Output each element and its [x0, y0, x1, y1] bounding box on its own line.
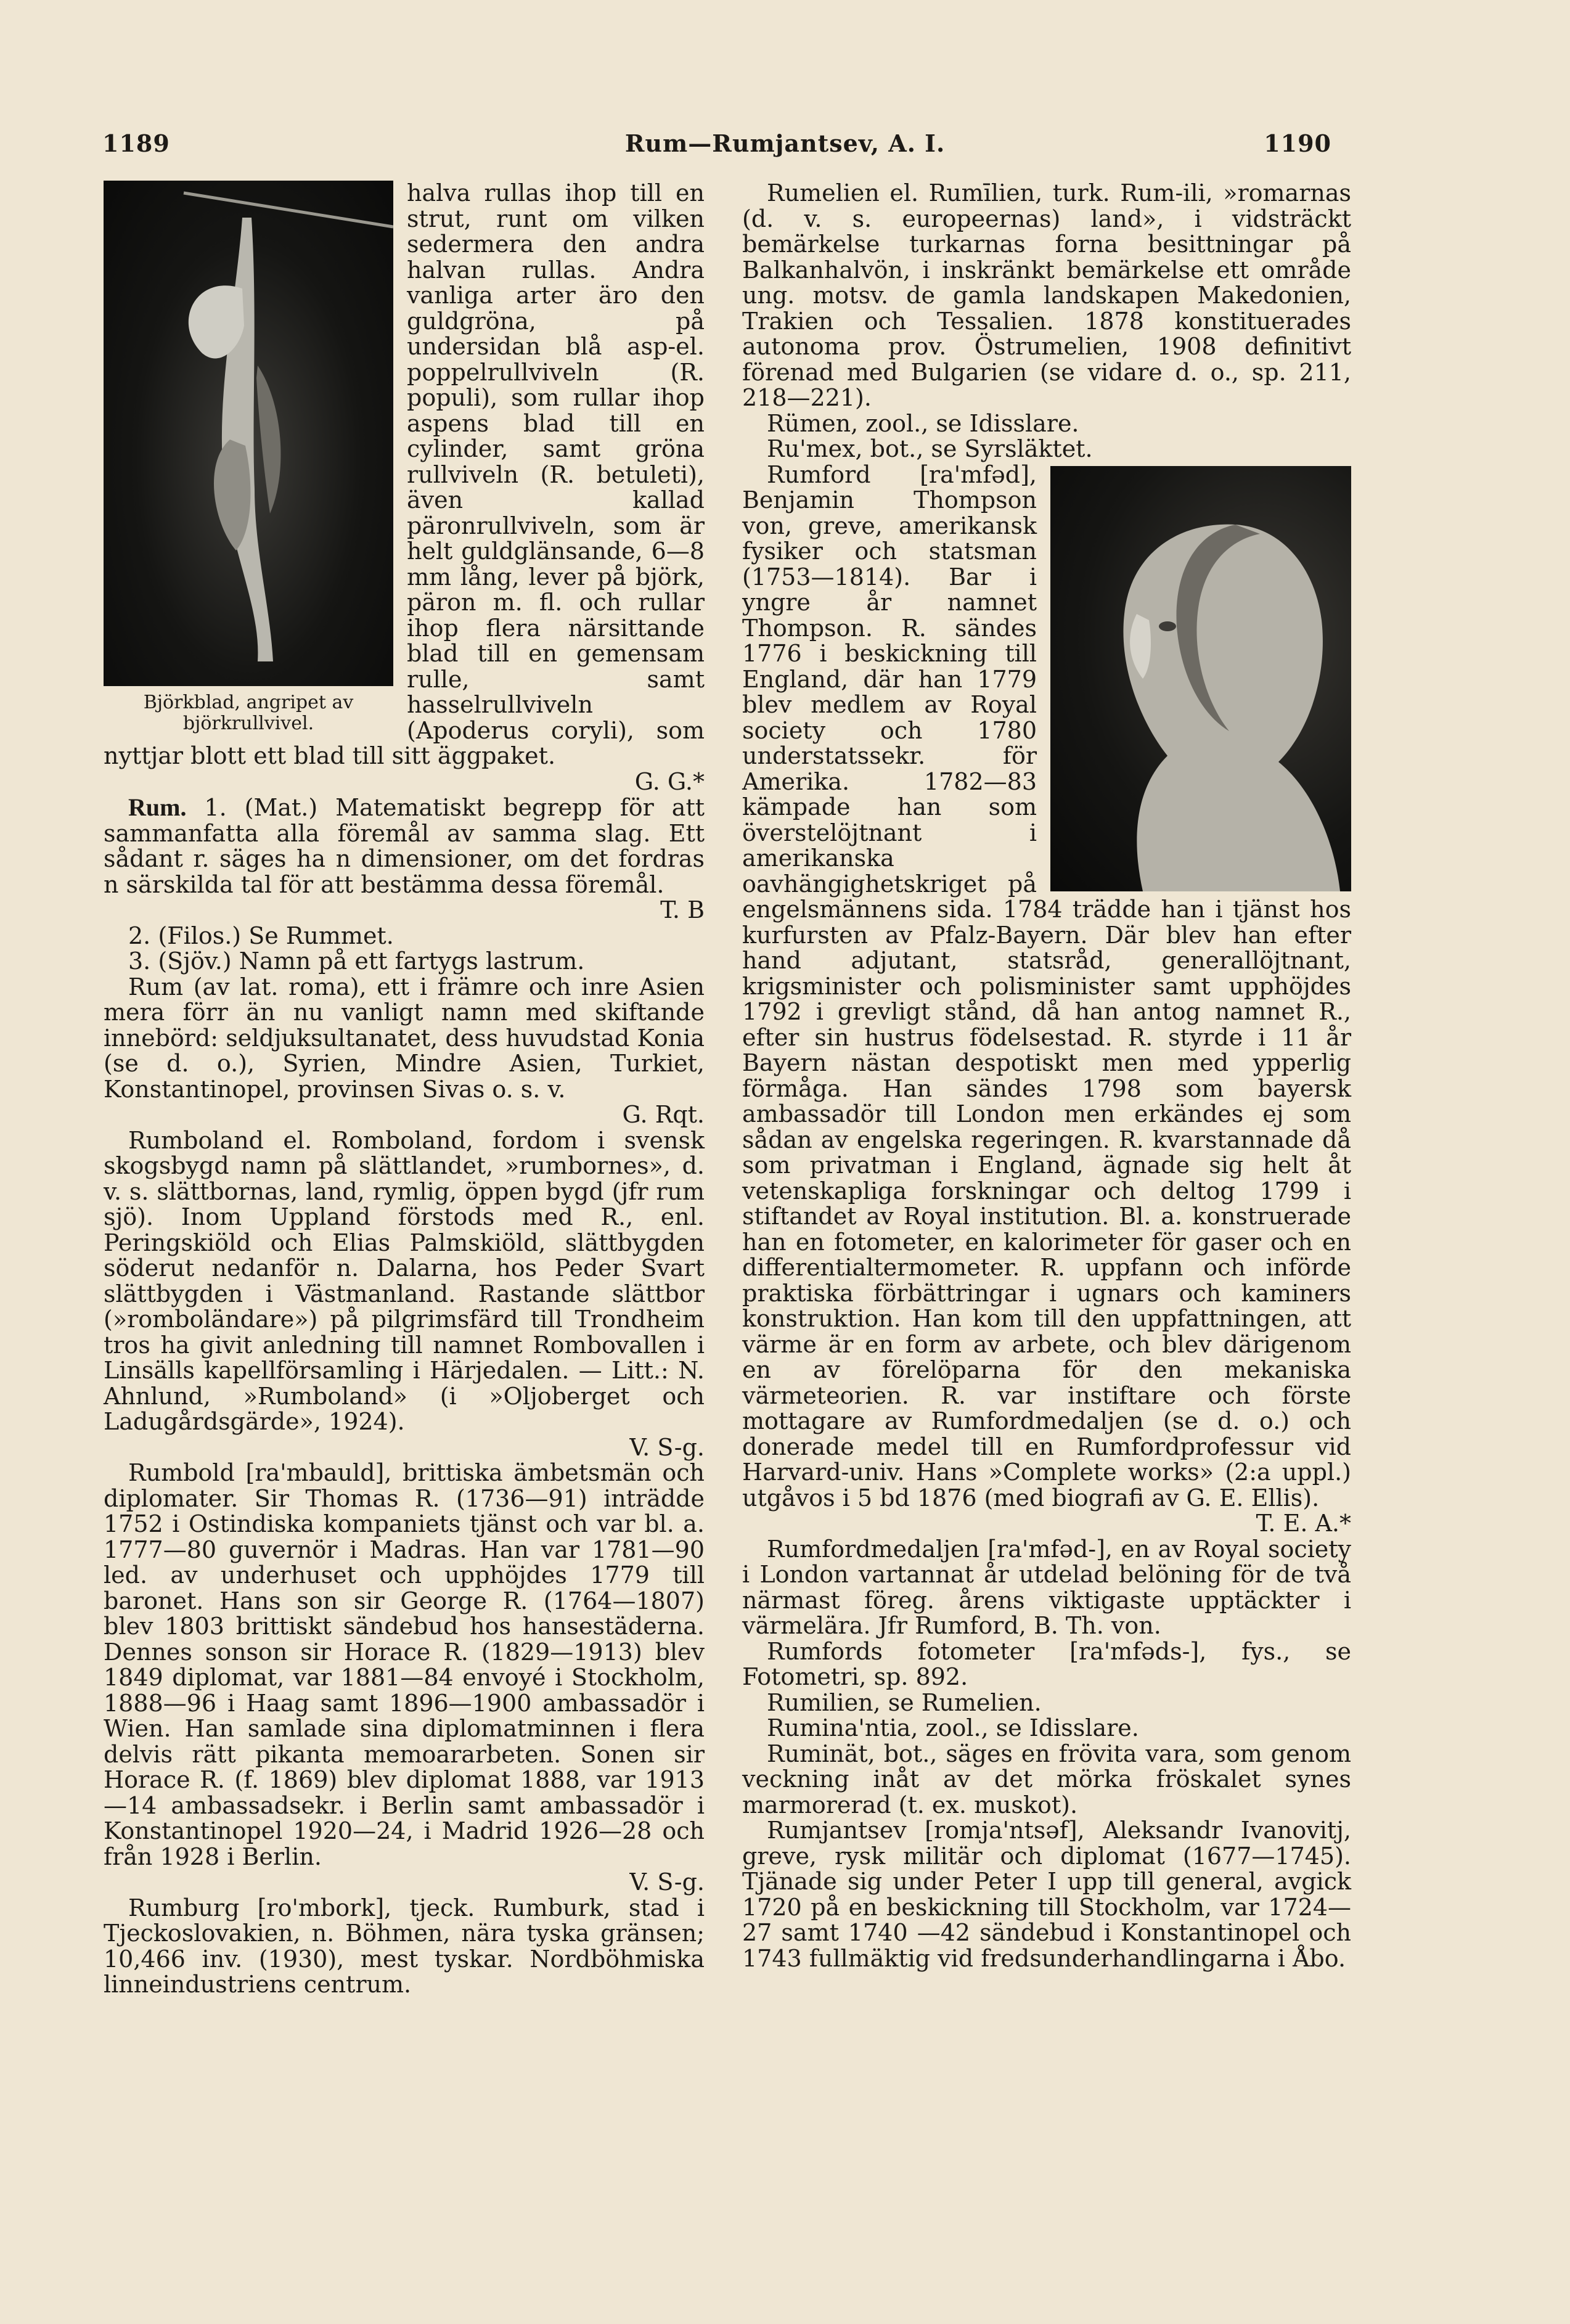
signature: T. E. A.*: [1256, 1510, 1351, 1537]
entry-ruminat: Ruminät, bot., säges en frövita vara, som genom veckning inåt av det mörka fröskalet synes marmorerad (t. ex. muskot).: [742, 1740, 1351, 1819]
entry-rumfordmedaljen: Rumfordmedaljen [ra'mfəd-], en av Royal society i London vartannat år utdelad belöning för de två närmast föreg. årens viktigaste upptäckter i värmelära. Jfr Rumford, B. Th. von.: [742, 1535, 1351, 1639]
signature: G. Rqt.: [622, 1101, 705, 1128]
entry-rumex: Ru'mex, bot., se Syrsläktet.: [767, 435, 1093, 462]
birch-leaf-photo: [104, 181, 393, 686]
figure-caption: Björkblad, angripet av björkrullvivel.: [143, 692, 354, 734]
page-number-right: 1190: [1264, 129, 1331, 157]
rumford-portrait: [1050, 466, 1351, 891]
birch-leaf-figure: [104, 181, 393, 734]
signature: V. S-g.: [629, 1868, 705, 1896]
signature: T. B: [660, 896, 705, 923]
running-header: Rum—Rumjantsev, A. I.: [624, 129, 946, 157]
entry-rumburg: Rumburg [ro'mbork], tjeck. Rumburk, stad i Tjeckoslovakien, n. Böhmen, nära tyska gränsen; 10,466 inv. (1930), mest tyskar. Nordböhmiska linneindustriens centrum.: [104, 1894, 705, 1998]
entry-rumboland: Rumboland el. Romboland, fordom i svensk skogsbygd namn på slättlandet, »rumbornes», d. v. s. slättbornas, land, rymlig, öppen bygd (jfr rum sjö). Inom Uppland förstods med R., enl. Peringskiöld och Elias Palmskiöld, slättbygden söderut nedanför n. Dalarna, hos Peder Svart slättbygden i Västmanland. Rastande slättbor (»romboländare») på pilgrimsfärd till Trondheim tros ha givit anledning till namnet Rombovallen i Linsälls kapellförsamling i Härjedalen. — Litt.: N. Ahnlund, »Rumboland» (i »Oljoberget och Ladugårdsgärde», 1924).: [104, 1126, 705, 1435]
entry-rumelien: Rumelien el. Rumīlien, turk. Rum-ili, »romarnas (d. v. s. europeernas) land», i vidsträckt bemärkelse turkarnas forna besittningar på Balkanhalvön, i inskränkt bemärkelse ett område ung. motsv. de gamla landskapen Makedonien, Trakien och Tessalien. 1878 konstituerades autonoma prov. Östrumelien, 1908 definitivt förenad med Bulgarien (se vidare d. o., sp. 211, 218—221).: [742, 179, 1351, 411]
entry-ruminantia: Rumina'ntia, zool., se Idisslare.: [767, 1714, 1139, 1741]
entry-rumilien: Rumilien, se Rumelien.: [767, 1688, 1042, 1716]
entry-rullvivlar-continued: halva rullas ihop till en strut, runt om vilken sedermera den andra halvan rullas. Andra vanliga arter äro den guldgröna, på undersidan blå asp-el. poppelrullviveln (R. populi), som rullar ihop aspens blad till en cylinder, samt gröna rullviveln (R. betuleti), även kallad päronrullviveln, som är helt guldglänsande, 6—8 mm lång, lever på björk, päron m. fl. och rullar ihop flera närsittande blad till en gemensam rulle, samt hasselrullviveln (Apoderus coryli), som nyttjar blott ett blad till sitt äggpaket.: [104, 179, 705, 769]
entry-rum-asien: Rum (av lat. roma), ett i främre och inre Asien mera förr än nu vanligt namn med skiftande innebörd: seldjuksultanatet, dess huvudstad Konia (se d. o.), Syrien, Mindre Asien, Turkiet, Konstantinopel, provinsen Sivas o. s. v.: [104, 973, 705, 1103]
entry-rumbold: Rumbold [ra'mbauld], brittiska ämbetsmän och diplomater. Sir Thomas R. (1736—91) inträdde 1752 i Ostindiska kompaniets tjänst och var bl. a. 1777—80 guvernör i Madras. Han var 1781—90 led. av underhuset och upphöjdes 1779 till baronet. Hans son sir George R. (1764—1807) blev 1803 brittiskt sändebud hos hansestäderna. Dennes sonson sir Horace R. (1829—1913) blev 1849 diplomat, var 1881—84 envoyé i Stockholm, 1888—96 i Haag samt 1896—1900 ambassadör i Wien. Han samlade sina diplomatminnen i flera delvis rätt pikanta memoararbeten. Sonen sir Horace R. (f. 1869) blev diplomat 1888, var 1913—14 ambassadsekr. i Berlin samt ambassadör i Konstantinopel 1920—24, i Madrid 1926—28 och från 1928 i Berlin.: [104, 1459, 705, 1870]
entry-rum-2: 2. (Filos.) Se Rummet.: [128, 922, 394, 949]
entry-rumfords-fotometer: Rumfords fotometer [ra'mfəds-], fys., se Fotometri, sp. 892.: [742, 1637, 1351, 1690]
signature: G. G.*: [634, 767, 705, 795]
entry-rum-head: Rum. 1. (Mat.) Matematiskt begrepp för att sammanfatta alla föremål av samma slag. Ett sådant r. säges ha n dimensioner, om det fordras n särskilda tal för att bestämma dessa föremål.: [104, 793, 705, 898]
entry-rumjantsev: Rumjantsev [romja'ntsəf], Aleksandr Ivanovitj, greve, rysk militär och diplomat (1677—1745). Tjänade sig under Peter I upp till general, avgick 1720 på en beskickning till Stockholm, var 1724—27 samt 1740 —42 sändebud i Konstantinopel och 1743 fullmäktig vid fredsunderhandlingarna i Åbo.: [742, 1817, 1351, 1972]
entry-rumford: Rumford [ra'mfəd], Benjamin Thompson von, greve, amerikansk fysiker och statsman (1753—1814). Bar i yngre år namnet Thompson. R. sändes 1776 i beskickning till England, där han 1779 blev medlem av Royal society och 1780 understatssekr. för Amerika. 1782—83 kämpade han som överstelöjtnant i amerikanska oavhängighetskriget på engelsmännens sida. 1784 trädde han i tjänst hos kurfursten av Pfalz-Bayern. Där blev han efter hand adjutant, statsråd, generallöjtnant, krigsminister och polisminister samt upphöjdes 1792 i grevligt stånd, då han antog namnet R., efter sin hustrus födelsestad. R. styrde i 11 år Bayern nästan despotiskt men med ypperlig förmåga. Han sändes 1798 som bayersk ambassadör till London men erkändes ej som sådan av engelska regeringen. R. kvarstannade då som privatman i England, ägnade sig helt åt vetenskapliga forskningar och deltog 1799 i stiftandet av Royal institution. Bl. a. konstruerade han en fotometer, en kalorimeter för gaser och en differentialtermometer. R. uppfann och införde praktiska förbättringar i ugnars och kaminers konstruktion. Han kom till den uppfattningen, att värme är en form av arbete, och blev därigenom en av förelöparna för den mekaniska värmeteorien. R. var instiftare och förste mottagare av Rumfordmedaljen (se d. o.) och donerade medel till en Rumfordprofessur vid Harvard-univ. Hans »Complete works» (2:a uppl.) utgåvos i 5 bd 1876 (med biografi av G. E. Ellis).: [742, 460, 1351, 1512]
entry-rum-3: 3. (Sjöv.) Namn på ett fartygs lastrum.: [128, 947, 585, 975]
page-number-left: 1189: [102, 129, 170, 157]
entry-rumen: Rümen, zool., se Idisslare.: [767, 409, 1079, 437]
right-column: [742, 181, 1351, 1971]
left-column: [104, 181, 705, 1998]
signature: V. S-g.: [629, 1433, 705, 1461]
